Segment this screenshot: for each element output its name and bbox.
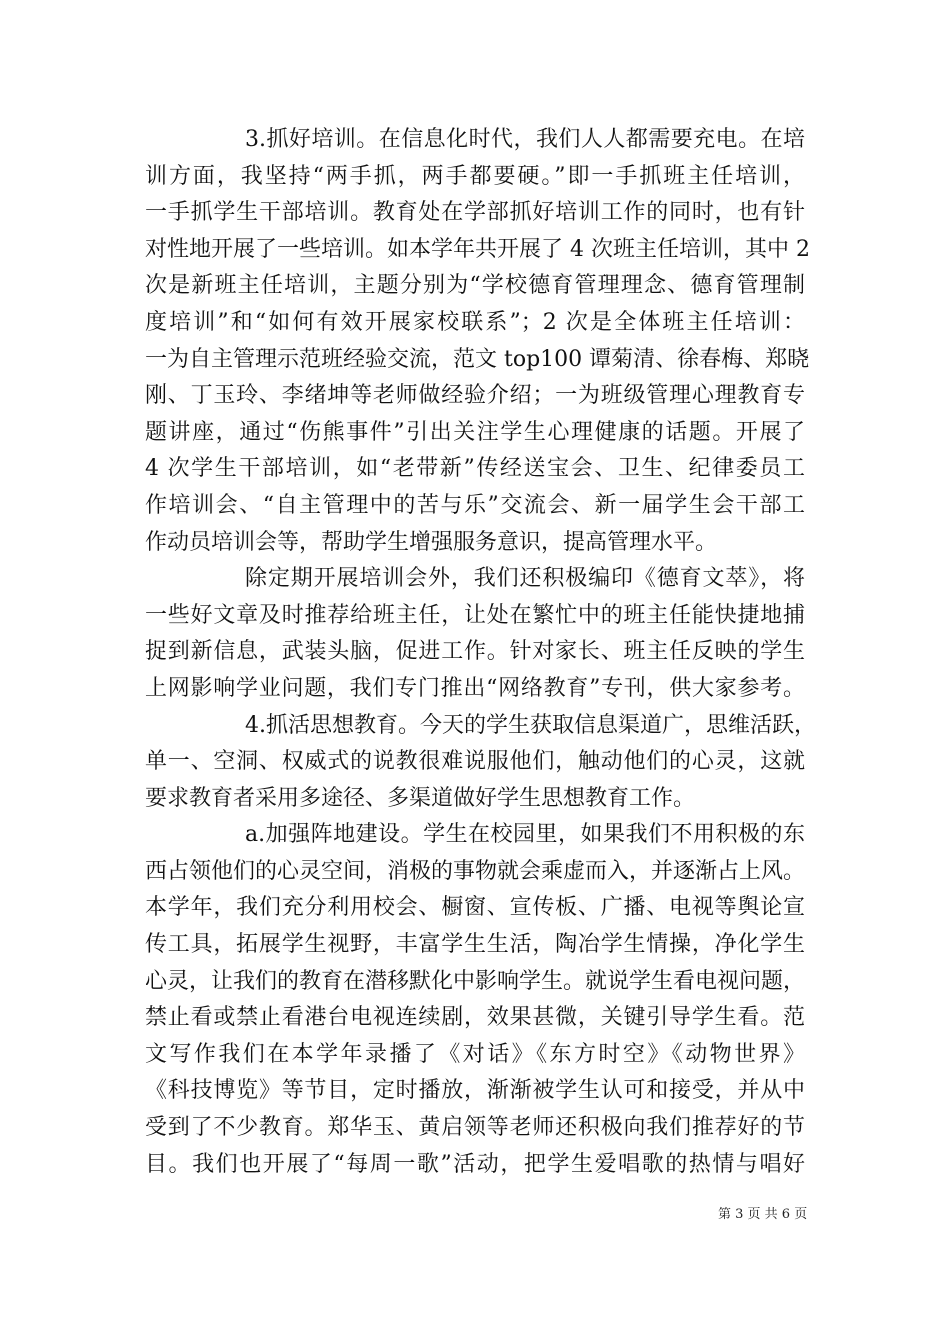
text-line: 次是新班主任培训，主题分别为“学校德育管理理念、德育管理制	[145, 273, 805, 299]
page-number: 第 3 页 共 6 页	[718, 1207, 808, 1222]
text-line: 作动员培训会等，帮助学生增强服务意识，提高管理水平。	[145, 529, 718, 555]
text-line: 一为自主管理示范班经验交流，范文 top100 谭菊清、徐春梅、郑晓	[145, 346, 810, 372]
text-line: 一些好文章及时推荐给班主任，让处在繁忙中的班主任能快捷地捕	[145, 602, 805, 628]
text-line: 训方面，我坚持“两手抓，两手都要硬。”即一手抓班主任培训，	[145, 163, 805, 189]
text-line: 禁止看或禁止看港台电视连续剧，效果甚微，关键引导学生看。范	[145, 1005, 805, 1031]
text-line: 捉到新信息，武装头脑，促进工作。针对家长、班主任反映的学生	[145, 639, 805, 665]
text-line: 《科技博览》等节目，定时播放，渐渐被学生认可和接受，并从中	[145, 1078, 805, 1104]
text-line: 本学年，我们充分利用校会、橱窗、宣传板、广播、电视等舆论宣	[145, 895, 805, 921]
text-line: a.加强阵地建设。学生在校园里，如果我们不用积极的东	[245, 822, 805, 848]
text-line: 单一、空洞、权威式的说教很难说服他们，触动他们的心灵，这就	[145, 749, 805, 775]
text-line: 4.抓活思想教育。今天的学生获取信息渠道广，思维活跃，	[245, 712, 816, 738]
text-line: 3.抓好培训。在信息化时代，我们人人都需要充电。在培	[245, 127, 805, 152]
text-line: 度培训”和“如何有效开展家校联系”；2 次是全体班主任培训：	[145, 309, 805, 335]
text-line: 西占领他们的心灵空间，消极的事物就会乘虚而入，并逐渐占上风。	[145, 858, 806, 884]
text-line: 作培训会、“自主管理中的苦与乐”交流会、新一届学生会干部工	[145, 492, 805, 518]
text-line: 一手抓学生干部培训。教育处在学部抓好培训工作的同时，也有针	[145, 200, 805, 226]
text-line: 受到了不少教育。郑华玉、黄启领等老师还积极向我们推荐好的节	[145, 1115, 805, 1141]
text-line: 除定期开展培训会外，我们还积极编印《德育文萃》，将	[245, 566, 805, 592]
text-line: 文写作我们在本学年录播了《对话》《东方时空》《动物世界》	[145, 1041, 805, 1067]
text-line: 刚、丁玉玲、李绪坤等老师做经验介绍；一为班级管理心理教育专	[145, 383, 805, 409]
text-line: 传工具，拓展学生视野，丰富学生生活，陶冶学生情操，净化学生	[145, 932, 805, 958]
text-line: 要求教育者采用多途径、多渠道做好学生思想教育工作。	[145, 785, 696, 811]
text-line: 4 次学生干部培训，如“老带新”传经送宝会、卫生、纪律委员工	[145, 456, 805, 482]
document-body	[145, 122, 816, 1183]
text-line: 对性地开展了一些培训。如本学年共开展了 4 次班主任培训，其中 2	[145, 236, 810, 262]
text-line: 题讲座，通过“伤熊事件”引出关注学生心理健康的话题。开展了	[145, 419, 805, 445]
text-line: 目。我们也开展了“每周一歌”活动，把学生爱唱歌的热情与唱好	[145, 1151, 805, 1177]
text-line: 上网影响学业问题，我们专门推出“网络教育”专刊，供大家参考。	[145, 675, 805, 701]
text-line: 心灵，让我们的教育在潜移默化中影响学生。就说学生看电视问题，	[145, 968, 806, 994]
